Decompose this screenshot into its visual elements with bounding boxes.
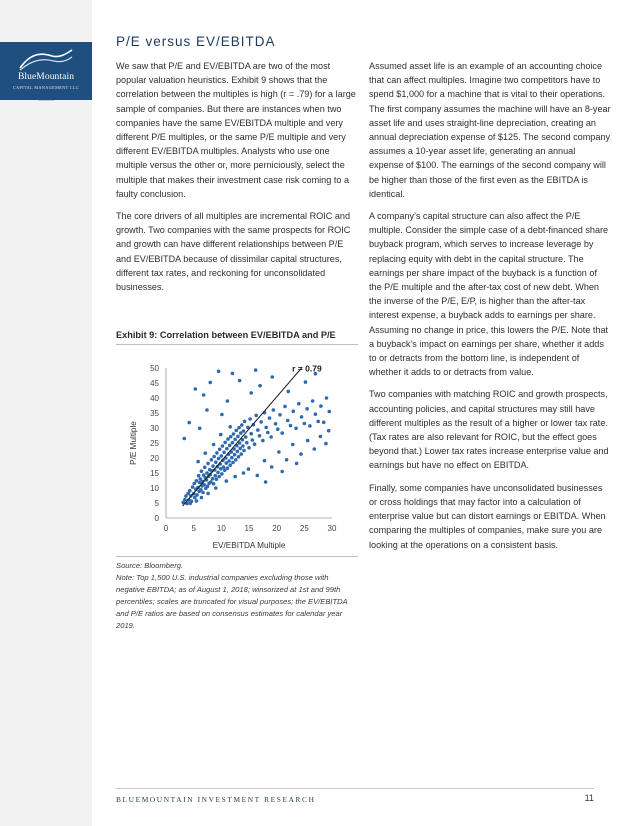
x-tick-label: 25 — [299, 524, 309, 533]
y-tick-label: 10 — [150, 484, 159, 493]
data-point — [259, 420, 263, 424]
data-point — [220, 413, 224, 417]
data-point — [238, 447, 242, 451]
data-point — [304, 380, 308, 384]
data-point — [230, 456, 234, 460]
data-point — [226, 437, 230, 441]
chart-note — [116, 560, 358, 632]
data-point — [247, 446, 251, 450]
data-point — [269, 435, 273, 439]
data-point — [206, 462, 210, 466]
data-point — [322, 421, 326, 425]
data-point — [247, 467, 251, 471]
data-point — [196, 460, 200, 464]
data-point — [228, 425, 232, 429]
data-point — [187, 421, 191, 425]
trend-line — [183, 368, 302, 506]
data-point — [194, 387, 198, 391]
data-point — [238, 379, 242, 383]
paragraph: Two companies with matching ROIC and growth prospects, accounting policies, and capital structures may still have different multiples as the result of a higher or lower tax rate. (Tax rates are also relevant for ROIC, but the effect goes beyond that.) Lower tax rates increase enterprise value and earnings but have no effect on EBITDA. — [369, 389, 609, 471]
divider — [116, 344, 358, 345]
data-point — [212, 482, 216, 486]
data-point — [197, 474, 201, 478]
data-point — [234, 429, 238, 433]
data-point — [239, 452, 243, 456]
data-point — [249, 432, 253, 436]
data-point — [217, 370, 221, 374]
data-point — [211, 464, 215, 468]
data-point — [289, 424, 293, 428]
data-point — [188, 489, 192, 493]
data-point — [222, 451, 226, 455]
data-point — [237, 455, 241, 459]
data-point — [229, 435, 233, 439]
x-tick-label: 30 — [327, 524, 337, 533]
data-point — [231, 441, 235, 445]
data-point — [240, 423, 244, 427]
divider — [38, 100, 54, 101]
data-point — [268, 416, 272, 420]
y-axis-label: P/E Multiple — [129, 421, 138, 465]
data-point — [254, 368, 258, 372]
data-point — [242, 449, 246, 453]
data-point — [316, 420, 320, 424]
note-text: Note: Top 1,500 U.S. industrial companies excluding those with negative EBITDA; as of August 1, 2018; winsorized at 1st and 99th percentiles; scales are truncated for visual purposes; the EV/EBITDA and P/E ratios are based on consensus estimates for calendar year 2019. — [116, 573, 348, 630]
data-point — [195, 499, 199, 503]
left-column — [116, 59, 358, 302]
data-point — [220, 472, 224, 476]
data-point — [245, 441, 249, 445]
data-point — [236, 450, 240, 454]
paragraph: We saw that P/E and EV/EBITDA are two of the most popular valuation heuristics. Exhibit 9 shows that the correlation between the multiples is high (r = .79) for a large sample of companies. But there are instances when two companies have the same EV/EBITDA multiple and very different P/E multiples, or the same P/E multiple and very different EV/EBITDA multiples. Analysts who use one multiple versus the other or, more perniciously, select the multiple that makes their investment case risk coming to a faulty conclusion. — [116, 61, 356, 199]
data-point — [299, 452, 303, 456]
data-point — [195, 479, 199, 483]
data-point — [200, 469, 204, 473]
data-point — [251, 438, 255, 442]
data-point — [319, 404, 323, 408]
data-point — [222, 465, 226, 469]
y-tick-label: 20 — [150, 454, 159, 463]
data-point — [261, 439, 265, 443]
y-tick-label: 15 — [150, 469, 159, 478]
paragraph: A company’s capital structure can also affect the P/E multiple. Consider the simple case of a debt-financed share buyback program, which serves to increase leverage by replacing equity with debt in the capital structure. The earnings per share impact of the buyback is a function of the P/E multiple and the after-tax cost of new debt. When the inverse of the P/E, E/P, is higher than the after-tax interest expense, a buyback adds to earnings per share. Assuming no change in price, this lowers the P/E. Note that a buyback’s impact on earnings per share, whether it adds to or detracts from the bottom line, is independent of whether it adds to or detracts from value. — [369, 211, 609, 378]
divider — [116, 556, 358, 557]
data-point — [215, 478, 219, 482]
data-point — [308, 424, 312, 428]
data-point — [227, 459, 231, 463]
data-point — [306, 439, 310, 443]
data-point — [216, 471, 220, 475]
data-point — [264, 480, 268, 484]
data-point — [225, 447, 229, 451]
data-point — [202, 483, 206, 487]
data-point — [256, 474, 260, 478]
data-point — [233, 475, 237, 479]
data-point — [198, 427, 202, 431]
data-point — [311, 399, 315, 403]
paragraph: The core drivers of all multiples are incremental ROIC and growth. Two companies with the same prospects for ROIC and growth can have different relationships between P/E and EV/EBITDA because of dissimilar capital structures, different tax rates, and reckoning for unconsolidated businesses. — [116, 211, 351, 293]
data-point — [283, 405, 287, 409]
source-line: Source: Bloomberg. — [116, 561, 184, 570]
data-point — [277, 450, 281, 454]
data-point — [258, 434, 262, 438]
data-point — [297, 402, 301, 406]
data-point — [220, 454, 224, 458]
data-point — [212, 443, 216, 447]
data-point — [223, 441, 227, 445]
data-point — [266, 431, 270, 435]
brand-logo — [0, 42, 92, 100]
data-point — [236, 435, 240, 439]
page-title: P/E versus EV/EBITDA — [116, 34, 276, 49]
footer-brand: BLUEMOUNTAIN INVESTMENT RESEARCH — [116, 795, 316, 804]
data-point — [253, 442, 257, 446]
data-point — [280, 431, 284, 435]
data-point — [270, 375, 274, 379]
data-point — [214, 460, 218, 464]
data-point — [203, 466, 207, 470]
data-point — [211, 477, 215, 481]
data-point — [217, 475, 221, 479]
x-tick-label: 15 — [244, 524, 254, 533]
data-point — [208, 381, 212, 385]
data-point — [221, 444, 225, 448]
data-point — [231, 461, 235, 465]
data-point — [191, 485, 195, 489]
data-point — [327, 410, 331, 414]
data-point — [303, 422, 307, 426]
x-tick-label: 0 — [163, 524, 169, 533]
page-number: 11 — [584, 793, 594, 803]
data-point — [243, 420, 247, 424]
data-point — [212, 455, 216, 459]
data-point — [270, 465, 274, 469]
data-point — [319, 435, 323, 439]
data-point — [325, 396, 329, 400]
data-point — [215, 451, 219, 455]
correlation-label: r = 0.79 — [292, 363, 322, 374]
x-tick-label: 10 — [216, 524, 226, 533]
data-point — [314, 412, 318, 416]
y-tick-label: 45 — [150, 379, 159, 388]
data-point — [280, 470, 284, 474]
data-point — [202, 393, 206, 397]
brand-subtitle: CAPITAL MANAGEMENT LLC — [12, 85, 80, 90]
data-point — [182, 437, 186, 441]
y-tick-label: 35 — [150, 409, 159, 418]
y-tick-label: 30 — [150, 424, 159, 433]
data-point — [272, 408, 276, 412]
sidebar — [0, 0, 92, 826]
data-point — [248, 417, 252, 421]
data-point — [228, 444, 232, 448]
data-point — [183, 498, 187, 502]
data-point — [295, 462, 299, 466]
y-tick-label: 40 — [150, 394, 159, 403]
data-point — [200, 496, 204, 500]
brand-name: BlueMountain — [17, 72, 75, 82]
data-point — [237, 426, 241, 430]
data-point — [291, 409, 295, 413]
data-point — [254, 414, 258, 418]
exhibit-title: Exhibit 9: Correlation between EV/EBITDA and P/E — [116, 330, 336, 340]
data-point — [274, 422, 278, 426]
data-point — [278, 413, 282, 417]
x-tick-label: 5 — [191, 524, 196, 533]
data-point — [213, 474, 217, 478]
data-point — [300, 415, 304, 419]
data-point — [286, 390, 290, 394]
data-point — [276, 427, 280, 431]
y-tick-label: 50 — [150, 364, 159, 373]
data-point — [195, 493, 199, 497]
data-point — [327, 429, 331, 433]
data-point — [206, 492, 210, 496]
y-tick-label: 5 — [154, 499, 159, 508]
data-point — [242, 429, 246, 433]
mountain-icon — [18, 48, 74, 72]
x-tick-label: 20 — [272, 524, 282, 533]
data-point — [214, 486, 218, 490]
paragraph: Finally, some companies have unconsolidated businesses or cross holdings that may factor into a calculation of enterprise value but can distort earnings or EBITDA. When comparing the multiples of companies, make sure you are looking at the operations on a consistent basis. — [369, 482, 606, 550]
data-point — [263, 459, 267, 463]
data-point — [203, 451, 207, 455]
data-point — [231, 372, 235, 376]
data-point — [228, 463, 232, 467]
data-point — [217, 457, 221, 461]
data-point — [305, 407, 309, 411]
x-axis-label: EV/EBITDA Multiple — [212, 541, 286, 550]
chart-points — [181, 368, 331, 505]
data-point — [225, 479, 229, 483]
data-point — [226, 466, 230, 470]
y-tick-label: 25 — [150, 439, 159, 448]
data-point — [205, 471, 209, 475]
chart-axes — [150, 364, 337, 533]
divider — [116, 788, 594, 789]
scatter-chart — [116, 346, 358, 554]
data-point — [244, 435, 248, 439]
data-point — [233, 453, 237, 457]
data-point — [219, 433, 223, 437]
data-point — [201, 491, 205, 495]
data-point — [291, 443, 295, 447]
data-point — [241, 444, 245, 448]
data-point — [294, 427, 298, 431]
data-point — [312, 447, 316, 451]
data-point — [189, 502, 193, 506]
data-point — [218, 448, 222, 452]
data-point — [242, 471, 246, 475]
data-point — [258, 384, 262, 388]
data-point — [226, 399, 230, 403]
data-point — [205, 408, 209, 412]
right-column — [369, 59, 611, 560]
data-point — [264, 426, 268, 430]
data-point — [210, 458, 214, 462]
paragraph: Assumed asset life is an example of an accounting choice that can affect multiples. Imagine two competitors have to spend $1,000 for a machine that is vital to their operations. The first company assumes the machine will have an 8-year asset life and uses straight-line depreciation, creating an annual depreciation expense of $125. The second company assumes a 10-year asset life, generating an annual expense of $100. The earnings of the second company will be higher than those of the first even as the EBITDA is identical. — [369, 61, 611, 199]
data-point — [234, 458, 238, 462]
data-point — [249, 391, 253, 395]
data-point — [256, 428, 260, 432]
y-tick-label: 0 — [154, 514, 159, 523]
data-point — [285, 458, 289, 462]
data-point — [286, 419, 290, 423]
data-point — [233, 438, 237, 442]
data-point — [232, 432, 236, 436]
data-point — [324, 442, 328, 446]
